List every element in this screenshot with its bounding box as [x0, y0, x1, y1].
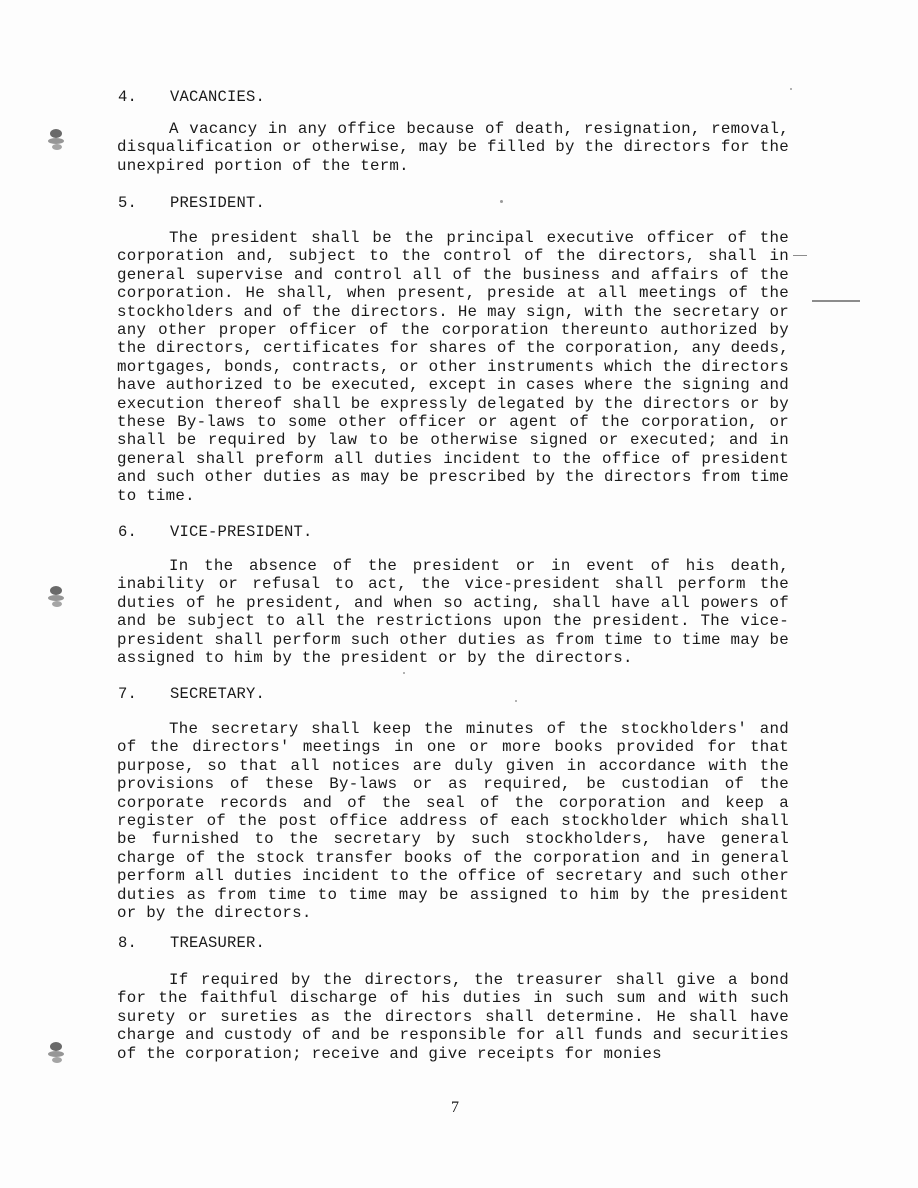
- punch-hole-mark: [46, 584, 68, 610]
- section-title: TREASURER.: [170, 934, 266, 952]
- scan-speck: [500, 200, 503, 203]
- scan-smudge: [812, 300, 860, 302]
- section-number: 5.: [118, 194, 138, 212]
- section-title: VACANCIES.: [170, 88, 266, 106]
- scan-speck: [403, 672, 405, 674]
- section-title: PRESIDENT.: [170, 194, 266, 212]
- section-body: If required by the directors, the treasurer shall give a bond for the faithful discharge of his duties in such sum and with such surety or sureties as the directors shall determine. He shall have charge and custody of and be responsible for all funds and securities of the corporation; receive and give receipts for monies: [117, 971, 789, 1063]
- punch-hole-mark: [46, 127, 68, 153]
- section-heading: [118, 685, 265, 703]
- section-heading: [118, 523, 313, 541]
- section-body: The president shall be the principal executive officer of the corporation and, subject to the control of the directors, shall in general supervise and control all of the business and affairs of the corporation. He shall, when present, preside at all meetings of the stockholders and of the directors. He may sign, with the secretary or any other proper officer of the corporation thereunto authorized by the directors, certificates for shares of the corporation, any deeds, mortgages, bonds, contracts, or other instruments which the directors have authorized to be executed, except in cases where the signing and execution thereof shall be expressly delegated by the directors or by these By-laws to some other officer or agent of the corporation, or shall be required by law to be otherwise signed or executed; and in general shall preform all duties incident to the office of president and such other duties as may be prescribed by the directors from time to time.: [117, 229, 789, 505]
- scan-speck: [790, 88, 792, 90]
- section-number: 8.: [118, 934, 138, 952]
- scan-speck: [515, 700, 517, 702]
- page-number: 7: [451, 1099, 459, 1116]
- section-number: 4.: [118, 88, 138, 106]
- section-heading: [118, 934, 265, 952]
- punch-hole-mark: [46, 1040, 68, 1066]
- section-number: 6.: [118, 523, 138, 541]
- section-title: SECRETARY.: [170, 685, 266, 703]
- section-body: In the absence of the president or in event of his death, inability or refusal to act, the vice-president shall perform the duties of he president, and when so acting, shall have all powers of and be subject to all the restrictions upon the president. The vice-president shall perform such other duties as from time to time may be assigned to him by the president or by the directors.: [117, 557, 789, 668]
- section-title: VICE-PRESIDENT.: [170, 523, 313, 541]
- section-number: 7.: [118, 685, 138, 703]
- section-body: A vacancy in any office because of death, resignation, removal, disqualification or otherwise, may be filled by the directors for the unexpired portion of the term.: [117, 120, 789, 175]
- section-heading: [118, 194, 265, 212]
- section-heading: [118, 88, 265, 106]
- scan-smudge: [793, 255, 807, 256]
- section-body: The secretary shall keep the minutes of the stockholders' and of the directors' meetings in one or more books provided for that purpose, so that all notices are duly given in accordance with the provisions of these By-laws or as required, be custodian of the corporate records and of the seal of the corporation and keep a register of the post office address of each stockholder which shall be furnished to the secretary by such stockholders, have general charge of the stock transfer books of the corporation and in general perform all duties incident to the office of secretary and such other duties as from time to time may be assigned to him by the president or by the directors.: [117, 720, 789, 923]
